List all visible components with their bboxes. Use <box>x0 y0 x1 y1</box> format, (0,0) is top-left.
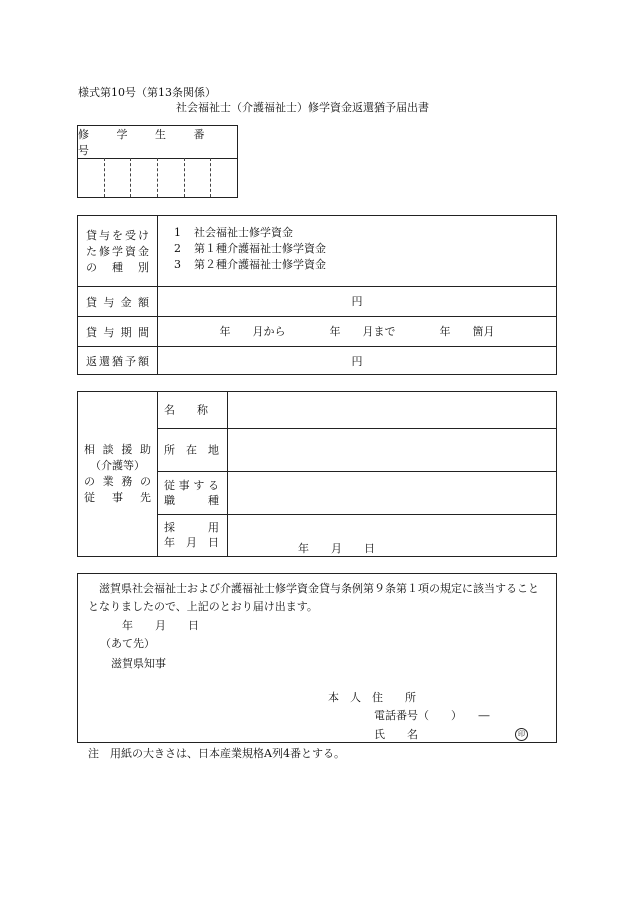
student-number-label: 修 学 生 番 号 <box>78 126 237 159</box>
label-text: 所在地 <box>164 443 219 456</box>
label-line: 相談援助 <box>84 443 151 456</box>
student-number-cell[interactable] <box>185 158 212 197</box>
option-number: 2 <box>174 242 181 255</box>
deferral-row <box>78 346 556 375</box>
loan-type-option[interactable] <box>174 225 326 241</box>
loan-type-option[interactable] <box>174 241 326 257</box>
loan-period-field[interactable] <box>158 316 556 346</box>
workplace-label <box>78 392 158 556</box>
loan-type-row <box>78 216 556 287</box>
label-line: の 種 別 <box>86 261 149 274</box>
label-line: 貸与を受け <box>86 229 149 242</box>
loan-amount-label <box>78 286 158 316</box>
option-number: 1 <box>174 226 181 239</box>
label-text: 名 称 <box>164 403 208 417</box>
hire-date-row <box>158 514 556 556</box>
option-number: 3 <box>174 258 181 271</box>
label-text: 貸与期間 <box>86 326 149 339</box>
option-label: 第１種介護福祉士修学資金 <box>194 242 326 255</box>
student-number-cell[interactable] <box>158 158 185 197</box>
option-label: 社会福祉士修学資金 <box>194 226 293 239</box>
seal-icon: 印 <box>515 728 528 741</box>
loan-table <box>77 215 557 375</box>
deferral-field[interactable] <box>158 346 556 375</box>
label-text: 貸与金額 <box>86 296 149 309</box>
loan-type-option[interactable] <box>174 257 326 273</box>
label-line: 職 種 <box>164 493 219 507</box>
loan-amount-field[interactable] <box>158 286 556 316</box>
workplace-name-label <box>158 392 228 428</box>
addressee: 滋賀県知事 <box>111 657 166 670</box>
seal-mark <box>515 726 528 741</box>
student-number-cell[interactable] <box>78 158 105 197</box>
deferral-unit: 円 <box>351 354 363 368</box>
amount-unit: 円 <box>351 295 363 308</box>
loan-period-label <box>78 316 158 346</box>
deferral-label <box>78 346 158 375</box>
period-text: 年 月から 年 月まで 年 箇月 <box>219 325 495 338</box>
label-line: た修学資金 <box>86 245 149 258</box>
label-line: 採 用 <box>164 521 219 534</box>
workplace-address-label <box>158 428 228 471</box>
student-number-cells <box>78 158 237 197</box>
name-label[interactable]: 氏 名 <box>374 728 418 741</box>
hire-date-value[interactable]: 年 月 日 <box>298 542 375 555</box>
workplace-table <box>77 391 557 557</box>
loan-period-row <box>78 316 556 347</box>
footnote: 注 用紙の大きさは、日本産業規格A列4番とする。 <box>88 747 345 760</box>
option-label: 第２種介護福祉士修学資金 <box>194 258 326 271</box>
applicant-address-label[interactable]: 本 人 住 所 <box>328 691 416 704</box>
loan-amount-row <box>78 286 556 317</box>
loan-type-label <box>78 216 158 286</box>
label-text: 返還猶予額 <box>86 355 149 368</box>
declaration-date[interactable]: 年 月 日 <box>122 619 199 632</box>
workplace-address-row <box>158 428 556 472</box>
label-line: 従事する <box>164 478 219 492</box>
label-line: の業務の <box>84 475 151 488</box>
hire-date-label <box>158 514 228 556</box>
label-line: （介護等） <box>90 459 145 472</box>
document-title: 社会福祉士（介護福祉士）修学資金返還猶予届出書 <box>176 101 429 114</box>
job-type-row <box>158 471 556 515</box>
student-number-cell[interactable] <box>131 158 158 197</box>
student-number-cell[interactable] <box>105 158 132 197</box>
label-line: 従 事 先 <box>84 491 151 504</box>
phone-label[interactable]: 電話番号（ ） ― <box>374 709 490 722</box>
form-number: 様式第10号（第13条関係） <box>78 86 216 99</box>
declaration-box <box>77 573 557 743</box>
student-number-box <box>77 125 238 198</box>
job-type-label <box>158 471 228 514</box>
addressee-note: （あて先） <box>100 637 155 650</box>
loan-type-options <box>158 216 556 286</box>
workplace-name-row <box>158 392 556 429</box>
declaration-text: 滋賀県社会福祉士および介護福祉士修学資金貸与条例第９条第１項の規定に該当することとなりましたので、上記のとおり届け出ます。 <box>88 582 539 613</box>
label-line: 年月日 <box>164 536 219 549</box>
student-number-cell[interactable] <box>211 158 237 197</box>
